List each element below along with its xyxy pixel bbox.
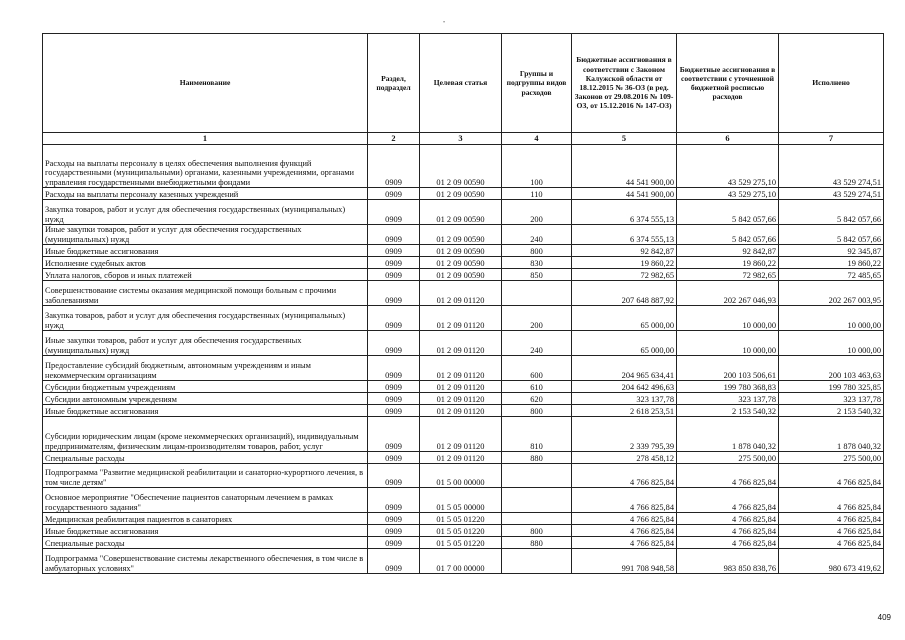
row-target-article: 01 2 09 01120 <box>420 331 502 356</box>
table-row <box>43 257 884 269</box>
row-section: 0909 <box>368 200 420 225</box>
table-row <box>43 200 884 225</box>
table-row <box>43 525 884 537</box>
table-row <box>43 417 884 452</box>
row-expense-group: 800 <box>502 525 572 537</box>
row-section: 0909 <box>368 549 420 574</box>
row-executed: 43 529 274,51 <box>779 145 884 188</box>
table-row <box>43 145 884 188</box>
row-section: 0909 <box>368 417 420 452</box>
row-expense-group: 240 <box>502 225 572 245</box>
row-target-article: 01 2 09 01120 <box>420 281 502 306</box>
row-revised-allocation: 199 780 368,83 <box>677 381 779 393</box>
row-revised-allocation: 1 878 040,32 <box>677 417 779 452</box>
row-expense-group: 880 <box>502 537 572 549</box>
row-executed: 4 766 825,84 <box>779 464 884 488</box>
row-revised-allocation: 200 103 506,61 <box>677 356 779 381</box>
row-executed: 2 153 540,32 <box>779 405 884 417</box>
row-executed: 5 842 057,66 <box>779 200 884 225</box>
row-expense-group: 110 <box>502 188 572 200</box>
header-revised-allocations: Бюджетные ассигнования в соответствии с уточненной бюджетной росписью расходов <box>677 34 779 133</box>
row-name: Иные бюджетные ассигнования <box>43 525 368 537</box>
row-law-allocation: 4 766 825,84 <box>572 513 677 525</box>
row-target-article: 01 2 09 00590 <box>420 145 502 188</box>
row-law-allocation: 204 642 496,63 <box>572 381 677 393</box>
row-section: 0909 <box>368 281 420 306</box>
row-name: Предоставление субсидий бюджетным, автономным учреждениям и иным некоммерческим организациям <box>43 356 368 381</box>
row-law-allocation: 65 000,00 <box>572 306 677 331</box>
table-row <box>43 513 884 525</box>
table-row <box>43 549 884 574</box>
row-executed: 275 500,00 <box>779 452 884 464</box>
row-expense-group <box>502 281 572 306</box>
row-target-article: 01 5 00 00000 <box>420 464 502 488</box>
row-revised-allocation: 19 860,22 <box>677 257 779 269</box>
row-target-article: 01 2 09 01120 <box>420 356 502 381</box>
header-executed: Исполнено <box>779 34 884 133</box>
row-law-allocation: 65 000,00 <box>572 331 677 356</box>
column-number: 7 <box>779 133 884 145</box>
row-revised-allocation: 4 766 825,84 <box>677 513 779 525</box>
row-target-article: 01 5 05 01220 <box>420 525 502 537</box>
row-name: Иные бюджетные ассигнования <box>43 405 368 417</box>
row-law-allocation: 4 766 825,84 <box>572 488 677 513</box>
row-executed: 4 766 825,84 <box>779 525 884 537</box>
row-executed: 4 766 825,84 <box>779 488 884 513</box>
row-name: Специальные расходы <box>43 452 368 464</box>
row-law-allocation: 6 374 555,13 <box>572 200 677 225</box>
row-target-article: 01 2 09 00590 <box>420 200 502 225</box>
row-law-allocation: 2 618 253,51 <box>572 405 677 417</box>
row-law-allocation: 4 766 825,84 <box>572 537 677 549</box>
row-expense-group: 800 <box>502 245 572 257</box>
column-number: 2 <box>368 133 420 145</box>
row-target-article: 01 2 09 00590 <box>420 188 502 200</box>
row-name: Уплата налогов, сборов и иных платежей <box>43 269 368 281</box>
table-body <box>43 145 884 574</box>
row-executed: 199 780 325,85 <box>779 381 884 393</box>
row-law-allocation: 44 541 900,00 <box>572 145 677 188</box>
row-executed: 5 842 057,66 <box>779 225 884 245</box>
row-law-allocation: 991 708 948,58 <box>572 549 677 574</box>
scan-speck: • <box>443 20 446 26</box>
row-name: Подпрограмма "Совершенствование системы лекарственного обеспечения, в том числе в амбулаторных условиях" <box>43 549 368 574</box>
column-number-row <box>43 133 884 145</box>
table-row <box>43 537 884 549</box>
row-section: 0909 <box>368 405 420 417</box>
row-revised-allocation: 4 766 825,84 <box>677 464 779 488</box>
row-name: Совершенствование системы оказания медицинской помощи больным с прочими заболеваниями <box>43 281 368 306</box>
row-law-allocation: 278 458,12 <box>572 452 677 464</box>
row-target-article: 01 5 05 01220 <box>420 537 502 549</box>
row-name: Иные закупки товаров, работ и услуг для обеспечения государственных (муниципальных) нужд <box>43 331 368 356</box>
row-section: 0909 <box>368 225 420 245</box>
row-name: Субсидии бюджетным учреждениям <box>43 381 368 393</box>
row-section: 0909 <box>368 393 420 405</box>
row-target-article: 01 5 05 01220 <box>420 513 502 525</box>
row-executed: 1 878 040,32 <box>779 417 884 452</box>
row-executed: 4 766 825,84 <box>779 513 884 525</box>
row-revised-allocation: 43 529 275,10 <box>677 188 779 200</box>
table-row <box>43 464 884 488</box>
row-expense-group <box>502 464 572 488</box>
row-name: Субсидии юридическим лицам (кроме некоммерческих организаций), индивидуальным предпринимателям, физическим лицам-производителям товаров, работ, услуг <box>43 417 368 452</box>
row-name: Специальные расходы <box>43 537 368 549</box>
row-name: Субсидии автономным учреждениям <box>43 393 368 405</box>
row-name: Основное мероприятие "Обеспечение пациентов санаторным лечением в рамках государственного задания" <box>43 488 368 513</box>
row-target-article: 01 2 09 01120 <box>420 452 502 464</box>
header-name: Наименование <box>43 34 368 133</box>
row-executed: 980 673 419,62 <box>779 549 884 574</box>
table-row <box>43 269 884 281</box>
table-row <box>43 452 884 464</box>
row-revised-allocation: 5 842 057,66 <box>677 225 779 245</box>
row-expense-group: 620 <box>502 393 572 405</box>
row-executed: 10 000,00 <box>779 331 884 356</box>
row-section: 0909 <box>368 488 420 513</box>
table-row <box>43 188 884 200</box>
row-name: Исполнение судебных актов <box>43 257 368 269</box>
row-law-allocation: 204 965 634,41 <box>572 356 677 381</box>
table-row <box>43 306 884 331</box>
row-expense-group <box>502 513 572 525</box>
row-target-article: 01 2 09 01120 <box>420 393 502 405</box>
page-number: 409 <box>877 613 891 622</box>
row-target-article: 01 2 09 00590 <box>420 257 502 269</box>
row-revised-allocation: 4 766 825,84 <box>677 537 779 549</box>
row-executed: 43 529 274,51 <box>779 188 884 200</box>
row-expense-group: 800 <box>502 405 572 417</box>
header-section: Раздел, подраздел <box>368 34 420 133</box>
row-name: Иные бюджетные ассигнования <box>43 245 368 257</box>
row-executed: 202 267 003,95 <box>779 281 884 306</box>
row-target-article: 01 2 09 00590 <box>420 269 502 281</box>
row-revised-allocation: 5 842 057,66 <box>677 200 779 225</box>
table-row <box>43 405 884 417</box>
row-section: 0909 <box>368 537 420 549</box>
table-header-row <box>43 34 884 133</box>
row-target-article: 01 2 09 01120 <box>420 405 502 417</box>
row-expense-group: 850 <box>502 269 572 281</box>
row-section: 0909 <box>368 381 420 393</box>
row-executed: 10 000,00 <box>779 306 884 331</box>
header-law-allocations: Бюджетные ассигнования в соответствии с Законом Калужской области от 18.12.2015 № 36-ОЗ (в ред. Законов от 29.08.2016 № 109-ОЗ, от 15.12.2016 № 147-ОЗ) <box>572 34 677 133</box>
row-target-article: 01 2 09 01120 <box>420 417 502 452</box>
row-executed: 92 345,87 <box>779 245 884 257</box>
row-name: Медицинская реабилитация пациентов в санаториях <box>43 513 368 525</box>
row-revised-allocation: 72 982,65 <box>677 269 779 281</box>
row-law-allocation: 2 339 795,39 <box>572 417 677 452</box>
row-revised-allocation: 275 500,00 <box>677 452 779 464</box>
row-expense-group: 600 <box>502 356 572 381</box>
row-law-allocation: 19 860,22 <box>572 257 677 269</box>
row-name: Подпрограмма "Развитие медицинской реабилитации и санаторно-курортного лечения, в том числе детям" <box>43 464 368 488</box>
row-target-article: 01 7 00 00000 <box>420 549 502 574</box>
column-number: 6 <box>677 133 779 145</box>
column-number: 1 <box>43 133 368 145</box>
row-expense-group: 880 <box>502 452 572 464</box>
row-name: Иные закупки товаров, работ и услуг для обеспечения государственных (муниципальных) нужд <box>43 225 368 245</box>
row-law-allocation: 4 766 825,84 <box>572 525 677 537</box>
row-target-article: 01 2 09 00590 <box>420 245 502 257</box>
column-number: 4 <box>502 133 572 145</box>
row-revised-allocation: 323 137,78 <box>677 393 779 405</box>
row-section: 0909 <box>368 188 420 200</box>
row-target-article: 01 2 09 01120 <box>420 381 502 393</box>
row-executed: 19 860,22 <box>779 257 884 269</box>
row-target-article: 01 2 09 00590 <box>420 225 502 245</box>
row-target-article: 01 2 09 01120 <box>420 306 502 331</box>
row-section: 0909 <box>368 356 420 381</box>
table-row <box>43 356 884 381</box>
row-section: 0909 <box>368 464 420 488</box>
row-law-allocation: 207 648 887,92 <box>572 281 677 306</box>
row-section: 0909 <box>368 306 420 331</box>
row-revised-allocation: 4 766 825,84 <box>677 488 779 513</box>
row-revised-allocation: 983 850 838,76 <box>677 549 779 574</box>
column-number: 3 <box>420 133 502 145</box>
header-expense-group: Группы и подгруппы видов расходов <box>502 34 572 133</box>
row-expense-group: 610 <box>502 381 572 393</box>
row-expense-group <box>502 549 572 574</box>
row-expense-group: 200 <box>502 306 572 331</box>
row-section: 0909 <box>368 245 420 257</box>
row-revised-allocation: 10 000,00 <box>677 306 779 331</box>
table-row <box>43 245 884 257</box>
budget-table <box>42 33 884 574</box>
table-row <box>43 393 884 405</box>
table-row <box>43 225 884 245</box>
row-expense-group: 810 <box>502 417 572 452</box>
row-section: 0909 <box>368 452 420 464</box>
row-target-article: 01 5 05 00000 <box>420 488 502 513</box>
row-revised-allocation: 2 153 540,32 <box>677 405 779 417</box>
table-row <box>43 488 884 513</box>
row-expense-group: 200 <box>502 200 572 225</box>
row-law-allocation: 92 842,87 <box>572 245 677 257</box>
row-revised-allocation: 4 766 825,84 <box>677 525 779 537</box>
row-expense-group: 830 <box>502 257 572 269</box>
row-revised-allocation: 202 267 046,93 <box>677 281 779 306</box>
row-expense-group: 100 <box>502 145 572 188</box>
row-name: Расходы на выплаты персоналу казенных учреждений <box>43 188 368 200</box>
row-section: 0909 <box>368 269 420 281</box>
row-expense-group <box>502 488 572 513</box>
row-name: Расходы на выплаты персоналу в целях обеспечения выполнения функций государственными (муниципальными) органами, казенными учреждениями, органами управления государственными внебюджетными фондами <box>43 145 368 188</box>
row-law-allocation: 4 766 825,84 <box>572 464 677 488</box>
table-row <box>43 281 884 306</box>
row-section: 0909 <box>368 331 420 356</box>
row-section: 0909 <box>368 257 420 269</box>
row-section: 0909 <box>368 513 420 525</box>
row-name: Закупка товаров, работ и услуг для обеспечения государственных (муниципальных) нужд <box>43 306 368 331</box>
header-target-article: Целевая статья <box>420 34 502 133</box>
row-law-allocation: 6 374 555,13 <box>572 225 677 245</box>
row-executed: 200 103 463,63 <box>779 356 884 381</box>
row-law-allocation: 323 137,78 <box>572 393 677 405</box>
row-law-allocation: 72 982,65 <box>572 269 677 281</box>
table-row <box>43 381 884 393</box>
row-revised-allocation: 10 000,00 <box>677 331 779 356</box>
row-executed: 72 485,65 <box>779 269 884 281</box>
column-number: 5 <box>572 133 677 145</box>
row-name: Закупка товаров, работ и услуг для обеспечения государственных (муниципальных) нужд <box>43 200 368 225</box>
row-executed: 4 766 825,84 <box>779 537 884 549</box>
row-revised-allocation: 92 842,87 <box>677 245 779 257</box>
row-section: 0909 <box>368 145 420 188</box>
row-section: 0909 <box>368 525 420 537</box>
row-expense-group: 240 <box>502 331 572 356</box>
row-law-allocation: 44 541 900,00 <box>572 188 677 200</box>
row-executed: 323 137,78 <box>779 393 884 405</box>
row-revised-allocation: 43 529 275,10 <box>677 145 779 188</box>
table-row <box>43 331 884 356</box>
